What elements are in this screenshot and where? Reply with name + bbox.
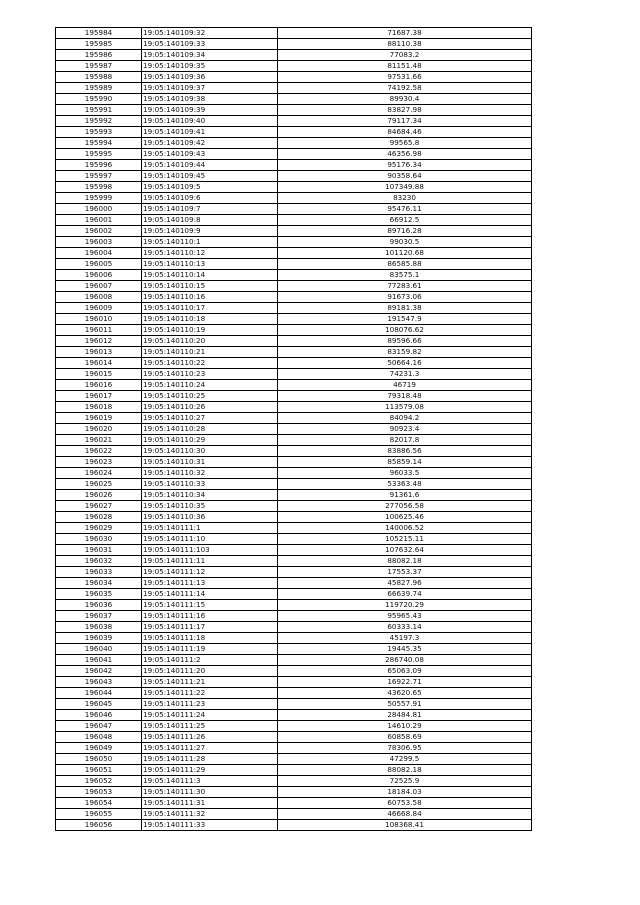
table-row (56, 303, 532, 314)
table-row (56, 83, 532, 94)
row-number-cell: 196046 (56, 710, 142, 721)
value-cell: 66639.74 (278, 589, 532, 600)
table-row (56, 61, 532, 72)
value-cell: 100625.46 (278, 512, 532, 523)
value-cell: 83886.56 (278, 446, 532, 457)
value-cell: 43620.65 (278, 688, 532, 699)
table-row (56, 468, 532, 479)
row-number-cell: 195990 (56, 94, 142, 105)
row-number-cell: 196037 (56, 611, 142, 622)
cadastral-number-cell: 19:05:140110:13 (142, 259, 278, 270)
cadastral-number-cell: 19:05:140111:14 (142, 589, 278, 600)
value-cell: 83159.82 (278, 347, 532, 358)
value-cell: 83827.98 (278, 105, 532, 116)
value-cell: 88110.38 (278, 39, 532, 50)
table-row (56, 193, 532, 204)
cadastral-number-cell: 19:05:140110:16 (142, 292, 278, 303)
value-cell: 82017.8 (278, 435, 532, 446)
cadastral-number-cell: 19:05:140110:17 (142, 303, 278, 314)
data-table (55, 27, 532, 831)
value-cell: 90358.64 (278, 171, 532, 182)
cadastral-number-cell: 19:05:140110:34 (142, 490, 278, 501)
cadastral-number-cell: 19:05:140109:44 (142, 160, 278, 171)
value-cell: 77283.61 (278, 281, 532, 292)
row-number-cell: 195991 (56, 105, 142, 116)
cadastral-number-cell: 19:05:140109:5 (142, 182, 278, 193)
table-row (56, 336, 532, 347)
table-row (56, 732, 532, 743)
table-row (56, 534, 532, 545)
value-cell: 191547.9 (278, 314, 532, 325)
row-number-cell: 196002 (56, 226, 142, 237)
cadastral-number-cell: 19:05:140109:32 (142, 28, 278, 39)
row-number-cell: 196041 (56, 655, 142, 666)
row-number-cell: 196021 (56, 435, 142, 446)
value-cell: 18184.03 (278, 787, 532, 798)
table-row (56, 479, 532, 490)
value-cell: 47299.5 (278, 754, 532, 765)
cadastral-number-cell: 19:05:140111:11 (142, 556, 278, 567)
row-number-cell: 196028 (56, 512, 142, 523)
value-cell: 99030.5 (278, 237, 532, 248)
row-number-cell: 196019 (56, 413, 142, 424)
cadastral-number-cell: 19:05:140109:39 (142, 105, 278, 116)
row-number-cell: 195997 (56, 171, 142, 182)
value-cell: 89716.28 (278, 226, 532, 237)
cadastral-number-cell: 19:05:140111:18 (142, 633, 278, 644)
cadastral-number-cell: 19:05:140111:26 (142, 732, 278, 743)
value-cell: 74192.58 (278, 83, 532, 94)
value-cell: 81151.48 (278, 61, 532, 72)
table-row (56, 138, 532, 149)
cadastral-number-cell: 19:05:140111:12 (142, 567, 278, 578)
table-row (56, 149, 532, 160)
row-number-cell: 196022 (56, 446, 142, 457)
cadastral-number-cell: 19:05:140109:41 (142, 127, 278, 138)
cadastral-number-cell: 19:05:140109:6 (142, 193, 278, 204)
table-row (56, 270, 532, 281)
cadastral-number-cell: 19:05:140110:22 (142, 358, 278, 369)
value-cell: 119720.29 (278, 600, 532, 611)
row-number-cell: 196048 (56, 732, 142, 743)
table-row (56, 226, 532, 237)
table-row (56, 94, 532, 105)
row-number-cell: 195985 (56, 39, 142, 50)
cadastral-number-cell: 19:05:140111:15 (142, 600, 278, 611)
cadastral-number-cell: 19:05:140110:25 (142, 391, 278, 402)
row-number-cell: 196024 (56, 468, 142, 479)
table-row (56, 204, 532, 215)
cadastral-number-cell: 19:05:140111:17 (142, 622, 278, 633)
row-number-cell: 195988 (56, 72, 142, 83)
value-cell: 78306.95 (278, 743, 532, 754)
row-number-cell: 196032 (56, 556, 142, 567)
cadastral-number-cell: 19:05:140110:33 (142, 479, 278, 490)
cadastral-number-cell: 19:05:140111:13 (142, 578, 278, 589)
value-cell: 90923.4 (278, 424, 532, 435)
row-number-cell: 196033 (56, 567, 142, 578)
value-cell: 97531.66 (278, 72, 532, 83)
value-cell: 50557.91 (278, 699, 532, 710)
row-number-cell: 195987 (56, 61, 142, 72)
value-cell: 65063.09 (278, 666, 532, 677)
cadastral-number-cell: 19:05:140111:16 (142, 611, 278, 622)
cadastral-number-cell: 19:05:140109:40 (142, 116, 278, 127)
row-number-cell: 196051 (56, 765, 142, 776)
cadastral-number-cell: 19:05:140111:23 (142, 699, 278, 710)
table-row (56, 699, 532, 710)
row-number-cell: 195992 (56, 116, 142, 127)
cadastral-number-cell: 19:05:140111:19 (142, 644, 278, 655)
cadastral-number-cell: 19:05:140110:36 (142, 512, 278, 523)
table-row (56, 237, 532, 248)
table-row (56, 391, 532, 402)
table-row (56, 743, 532, 754)
row-number-cell: 196054 (56, 798, 142, 809)
value-cell: 84684.46 (278, 127, 532, 138)
row-number-cell: 196036 (56, 600, 142, 611)
table-row (56, 358, 532, 369)
value-cell: 99565.8 (278, 138, 532, 149)
table-row (56, 787, 532, 798)
value-cell: 60858.69 (278, 732, 532, 743)
table-row (56, 644, 532, 655)
cadastral-number-cell: 19:05:140110:35 (142, 501, 278, 512)
table-row (56, 501, 532, 512)
table-row (56, 556, 532, 567)
table-row (56, 215, 532, 226)
table-row (56, 127, 532, 138)
row-number-cell: 196006 (56, 270, 142, 281)
table-row (56, 666, 532, 677)
value-cell: 74231.3 (278, 369, 532, 380)
value-cell: 86585.88 (278, 259, 532, 270)
row-number-cell: 195989 (56, 83, 142, 94)
cadastral-number-cell: 19:05:140110:23 (142, 369, 278, 380)
row-number-cell: 196010 (56, 314, 142, 325)
value-cell: 89930.4 (278, 94, 532, 105)
value-cell: 16922.71 (278, 677, 532, 688)
cadastral-number-cell: 19:05:140111:27 (142, 743, 278, 754)
value-cell: 107349.88 (278, 182, 532, 193)
cadastral-number-cell: 19:05:140110:29 (142, 435, 278, 446)
cadastral-number-cell: 19:05:140111:103 (142, 545, 278, 556)
value-cell: 95965.43 (278, 611, 532, 622)
value-cell: 66912.5 (278, 215, 532, 226)
table-row (56, 28, 532, 39)
row-number-cell: 195995 (56, 149, 142, 160)
table-row (56, 248, 532, 259)
row-number-cell: 196042 (56, 666, 142, 677)
table-row (56, 622, 532, 633)
row-number-cell: 196023 (56, 457, 142, 468)
table-row (56, 160, 532, 171)
row-number-cell: 196013 (56, 347, 142, 358)
row-number-cell: 196016 (56, 380, 142, 391)
value-cell: 46356.98 (278, 149, 532, 160)
row-number-cell: 196012 (56, 336, 142, 347)
cadastral-number-cell: 19:05:140109:43 (142, 149, 278, 160)
table-row (56, 72, 532, 83)
value-cell: 77083.2 (278, 50, 532, 61)
table-row (56, 721, 532, 732)
cadastral-number-cell: 19:05:140109:35 (142, 61, 278, 72)
row-number-cell: 196018 (56, 402, 142, 413)
table-row (56, 512, 532, 523)
table-row (56, 325, 532, 336)
cadastral-number-cell: 19:05:140110:15 (142, 281, 278, 292)
cadastral-number-cell: 19:05:140111:32 (142, 809, 278, 820)
table-row (56, 435, 532, 446)
row-number-cell: 196009 (56, 303, 142, 314)
cadastral-number-cell: 19:05:140110:20 (142, 336, 278, 347)
row-number-cell: 195994 (56, 138, 142, 149)
cadastral-number-cell: 19:05:140109:34 (142, 50, 278, 61)
value-cell: 28484.81 (278, 710, 532, 721)
value-cell: 45197.3 (278, 633, 532, 644)
table-row (56, 820, 532, 831)
row-number-cell: 196031 (56, 545, 142, 556)
row-number-cell: 196007 (56, 281, 142, 292)
table-row (56, 292, 532, 303)
cadastral-number-cell: 19:05:140109:37 (142, 83, 278, 94)
cadastral-number-cell: 19:05:140111:31 (142, 798, 278, 809)
value-cell: 91361.6 (278, 490, 532, 501)
value-cell: 14610.29 (278, 721, 532, 732)
value-cell: 45827.96 (278, 578, 532, 589)
table-row (56, 105, 532, 116)
row-number-cell: 196017 (56, 391, 142, 402)
table-row (56, 578, 532, 589)
value-cell: 83230 (278, 193, 532, 204)
cadastral-number-cell: 19:05:140111:24 (142, 710, 278, 721)
cadastral-number-cell: 19:05:140109:36 (142, 72, 278, 83)
cadastral-number-cell: 19:05:140110:31 (142, 457, 278, 468)
table-row (56, 446, 532, 457)
value-cell: 95176.34 (278, 160, 532, 171)
value-cell: 85859.14 (278, 457, 532, 468)
table-row (56, 754, 532, 765)
table-row (56, 655, 532, 666)
value-cell: 53363.48 (278, 479, 532, 490)
value-cell: 19445.35 (278, 644, 532, 655)
table-row (56, 369, 532, 380)
value-cell: 286740.08 (278, 655, 532, 666)
value-cell: 88082.18 (278, 556, 532, 567)
cadastral-number-cell: 19:05:140111:2 (142, 655, 278, 666)
cadastral-number-cell: 19:05:140111:1 (142, 523, 278, 534)
row-number-cell: 196043 (56, 677, 142, 688)
row-number-cell: 196029 (56, 523, 142, 534)
value-cell: 79318.48 (278, 391, 532, 402)
cadastral-number-cell: 19:05:140110:24 (142, 380, 278, 391)
row-number-cell: 196005 (56, 259, 142, 270)
table-row (56, 424, 532, 435)
value-cell: 79117.34 (278, 116, 532, 127)
value-cell: 105215.11 (278, 534, 532, 545)
cadastral-number-cell: 19:05:140110:1 (142, 237, 278, 248)
cadastral-number-cell: 19:05:140111:25 (142, 721, 278, 732)
row-number-cell: 196026 (56, 490, 142, 501)
cadastral-number-cell: 19:05:140111:29 (142, 765, 278, 776)
row-number-cell: 196038 (56, 622, 142, 633)
row-number-cell: 195993 (56, 127, 142, 138)
table-row (56, 39, 532, 50)
table-row (56, 490, 532, 501)
cadastral-number-cell: 19:05:140110:32 (142, 468, 278, 479)
row-number-cell: 196001 (56, 215, 142, 226)
cadastral-number-cell: 19:05:140110:19 (142, 325, 278, 336)
row-number-cell: 196050 (56, 754, 142, 765)
cadastral-number-cell: 19:05:140110:30 (142, 446, 278, 457)
table-row (56, 402, 532, 413)
table-row (56, 765, 532, 776)
cadastral-number-cell: 19:05:140110:12 (142, 248, 278, 259)
cadastral-number-cell: 19:05:140109:7 (142, 204, 278, 215)
value-cell: 140006.52 (278, 523, 532, 534)
value-cell: 83575.1 (278, 270, 532, 281)
table-row (56, 523, 532, 534)
table-row (56, 380, 532, 391)
table-row (56, 688, 532, 699)
value-cell: 71687.38 (278, 28, 532, 39)
row-number-cell: 196045 (56, 699, 142, 710)
cadastral-number-cell: 19:05:140111:30 (142, 787, 278, 798)
value-cell: 60333.14 (278, 622, 532, 633)
cadastral-number-cell: 19:05:140111:10 (142, 534, 278, 545)
value-cell: 84094.2 (278, 413, 532, 424)
value-cell: 91673.06 (278, 292, 532, 303)
row-number-cell: 196025 (56, 479, 142, 490)
row-number-cell: 196000 (56, 204, 142, 215)
cadastral-number-cell: 19:05:140110:14 (142, 270, 278, 281)
value-cell: 88082.18 (278, 765, 532, 776)
row-number-cell: 196034 (56, 578, 142, 589)
row-number-cell: 196056 (56, 820, 142, 831)
row-number-cell: 196044 (56, 688, 142, 699)
table-row (56, 589, 532, 600)
row-number-cell: 196055 (56, 809, 142, 820)
row-number-cell: 196008 (56, 292, 142, 303)
row-number-cell: 196015 (56, 369, 142, 380)
cadastral-number-cell: 19:05:140109:45 (142, 171, 278, 182)
row-number-cell: 195986 (56, 50, 142, 61)
value-cell: 277056.58 (278, 501, 532, 512)
value-cell: 95476.11 (278, 204, 532, 215)
value-cell: 50664.16 (278, 358, 532, 369)
cadastral-number-cell: 19:05:140110:28 (142, 424, 278, 435)
cadastral-number-cell: 19:05:140111:20 (142, 666, 278, 677)
table-row (56, 633, 532, 644)
row-number-cell: 196035 (56, 589, 142, 600)
table-row (56, 677, 532, 688)
table-body (56, 28, 532, 831)
row-number-cell: 196052 (56, 776, 142, 787)
table-row (56, 600, 532, 611)
table-row (56, 611, 532, 622)
table-row (56, 50, 532, 61)
table-row (56, 776, 532, 787)
table-row (56, 314, 532, 325)
value-cell: 72525.9 (278, 776, 532, 787)
row-number-cell: 196004 (56, 248, 142, 259)
row-number-cell: 196040 (56, 644, 142, 655)
row-number-cell: 196014 (56, 358, 142, 369)
value-cell: 107632.64 (278, 545, 532, 556)
cadastral-number-cell: 19:05:140111:22 (142, 688, 278, 699)
row-number-cell: 196003 (56, 237, 142, 248)
table-row (56, 798, 532, 809)
row-number-cell: 196047 (56, 721, 142, 732)
row-number-cell: 195996 (56, 160, 142, 171)
table-row (56, 171, 532, 182)
value-cell: 17553.37 (278, 567, 532, 578)
table-row (56, 281, 532, 292)
cadastral-number-cell: 19:05:140110:26 (142, 402, 278, 413)
cadastral-number-cell: 19:05:140109:8 (142, 215, 278, 226)
row-number-cell: 196049 (56, 743, 142, 754)
cadastral-number-cell: 19:05:140109:38 (142, 94, 278, 105)
row-number-cell: 195999 (56, 193, 142, 204)
row-number-cell: 196030 (56, 534, 142, 545)
cadastral-number-cell: 19:05:140111:3 (142, 776, 278, 787)
cadastral-number-cell: 19:05:140110:27 (142, 413, 278, 424)
row-number-cell: 196039 (56, 633, 142, 644)
table-row (56, 116, 532, 127)
table-row (56, 545, 532, 556)
row-number-cell: 196027 (56, 501, 142, 512)
value-cell: 101120.68 (278, 248, 532, 259)
table-row (56, 413, 532, 424)
cadastral-number-cell: 19:05:140111:33 (142, 820, 278, 831)
row-number-cell: 196011 (56, 325, 142, 336)
value-cell: 108076.62 (278, 325, 532, 336)
value-cell: 89181.38 (278, 303, 532, 314)
cadastral-number-cell: 19:05:140111:21 (142, 677, 278, 688)
value-cell: 108368.41 (278, 820, 532, 831)
row-number-cell: 195998 (56, 182, 142, 193)
cadastral-number-cell: 19:05:140110:21 (142, 347, 278, 358)
cadastral-number-cell: 19:05:140109:42 (142, 138, 278, 149)
table-row (56, 457, 532, 468)
row-number-cell: 196053 (56, 787, 142, 798)
cadastral-number-cell: 19:05:140111:28 (142, 754, 278, 765)
cadastral-number-cell: 19:05:140109:9 (142, 226, 278, 237)
cadastral-number-cell: 19:05:140110:18 (142, 314, 278, 325)
table-row (56, 347, 532, 358)
table-row (56, 809, 532, 820)
value-cell: 89596.66 (278, 336, 532, 347)
table-row (56, 567, 532, 578)
table-row (56, 182, 532, 193)
value-cell: 60753.58 (278, 798, 532, 809)
row-number-cell: 195984 (56, 28, 142, 39)
table-row (56, 259, 532, 270)
value-cell: 96033.5 (278, 468, 532, 479)
row-number-cell: 196020 (56, 424, 142, 435)
table-row (56, 710, 532, 721)
value-cell: 113579.08 (278, 402, 532, 413)
value-cell: 46668.84 (278, 809, 532, 820)
cadastral-number-cell: 19:05:140109:33 (142, 39, 278, 50)
value-cell: 46719 (278, 380, 532, 391)
